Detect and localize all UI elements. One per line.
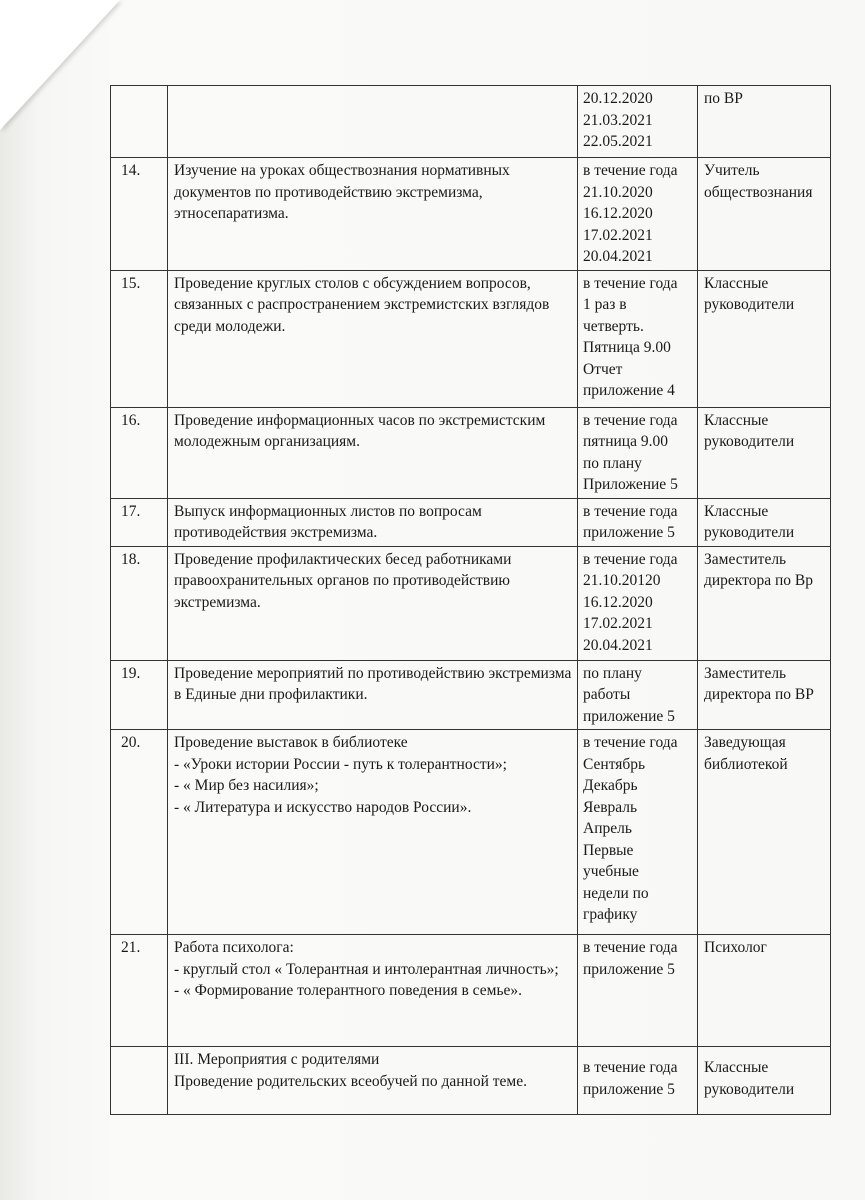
row-term: в течение года 1 раз в четверть. Пятница 9.00 Отчет приложение 4 <box>578 270 698 407</box>
row-responsible: Учитель обществознания <box>698 158 831 271</box>
section-description: Проведение родительских всеобучей по данной теме. <box>174 1072 527 1090</box>
row-number: 20. <box>111 730 168 935</box>
row-responsible: Классные руководители <box>698 270 831 407</box>
table-row <box>111 270 831 407</box>
row-responsible: по ВР <box>698 86 831 158</box>
row-number: 19. <box>111 660 168 730</box>
measures-table <box>110 85 831 1115</box>
row-term: в течение года Сентябрь Декабрь Яевраль Апрель Первые учебные недели по графику <box>578 730 698 935</box>
table-row <box>111 660 831 730</box>
row-activity: Проведение информационных часов по экстремистским молодежным организациям. <box>168 407 578 498</box>
list-item: - « Литература и искусство народов России». <box>174 798 472 816</box>
table-row <box>111 1047 831 1115</box>
row-responsible: Психолог <box>698 935 831 1047</box>
row-term: в течение года 21.10.20120 16.12.2020 17.02.2021 20.04.2021 <box>578 546 698 660</box>
folded-corner <box>0 0 120 130</box>
row-activity <box>168 730 578 935</box>
row-number <box>111 1047 168 1115</box>
row-term: в течение года приложение 5 <box>578 1047 698 1115</box>
row-responsible: Заместитель директора по ВР <box>698 660 831 730</box>
row-term: в течение года 21.10.2020 16.12.2020 17.02.2021 20.04.2021 <box>578 158 698 271</box>
row-activity: Изучение на уроках обществознания нормативных документов по противодействию экстремизма, этносепаратизма. <box>168 158 578 271</box>
list-item: - « Формирование толерантного поведения в семье». <box>174 982 523 999</box>
row-activity: Проведение профилактических бесед работниками правоохранительных органов по противодействию экстремизма. <box>168 546 578 660</box>
row-activity <box>168 935 578 1047</box>
row-number <box>111 86 168 158</box>
table-row <box>111 546 831 660</box>
row-number: 15. <box>111 270 168 407</box>
row-term: в течение года приложение 5 <box>578 935 698 1047</box>
row-term: в течение года приложение 5 <box>578 498 698 546</box>
row-activity: Проведение мероприятий по противодействию экстремизма в Единые дни профилактики. <box>168 660 578 730</box>
activity-title: Проведение выставок в библиотеке <box>174 734 408 751</box>
row-term: в течение года пятница 9.00 по плану Приложение 5 <box>578 407 698 498</box>
row-responsible: Классные руководители <box>698 407 831 498</box>
list-item: - « Мир без насилия»; <box>174 777 319 794</box>
row-responsible: Классные руководители <box>698 1047 831 1115</box>
row-term: 20.12.2020 21.03.2021 22.05.2021 <box>578 86 698 158</box>
table-row <box>111 407 831 498</box>
row-responsible: Заведующая библиотекой <box>698 730 831 935</box>
table-row <box>111 86 831 158</box>
list-item: - «Уроки истории России - путь к толерантности»; <box>174 755 507 773</box>
row-number: 21. <box>111 935 168 1047</box>
row-term: по плану работы приложение 5 <box>578 660 698 730</box>
list-item: - круглый стол « Толерантная и интолерантная личность»; <box>174 960 559 978</box>
row-activity: Проведение круглых столов с обсуждением вопросов, связанных с распространением экстремистских взглядов среди молодежи. <box>168 270 578 407</box>
table-row <box>111 730 831 935</box>
row-activity <box>168 1047 578 1115</box>
row-activity <box>168 86 578 158</box>
activity-title: Работа психолога: <box>174 939 294 956</box>
table-row <box>111 158 831 271</box>
row-number: 16. <box>111 407 168 498</box>
row-number: 14. <box>111 158 168 271</box>
table-row <box>111 498 831 546</box>
row-activity: Выпуск информационных листов по вопросам противодействия экстремизма. <box>168 498 578 546</box>
row-number: 18. <box>111 546 168 660</box>
row-responsible: Заместитель директора по Вр <box>698 546 831 660</box>
row-responsible: Классные руководители <box>698 498 831 546</box>
table-row <box>111 935 831 1047</box>
section-title: III. Мероприятия с родителями <box>174 1051 380 1068</box>
row-number: 17. <box>111 498 168 546</box>
